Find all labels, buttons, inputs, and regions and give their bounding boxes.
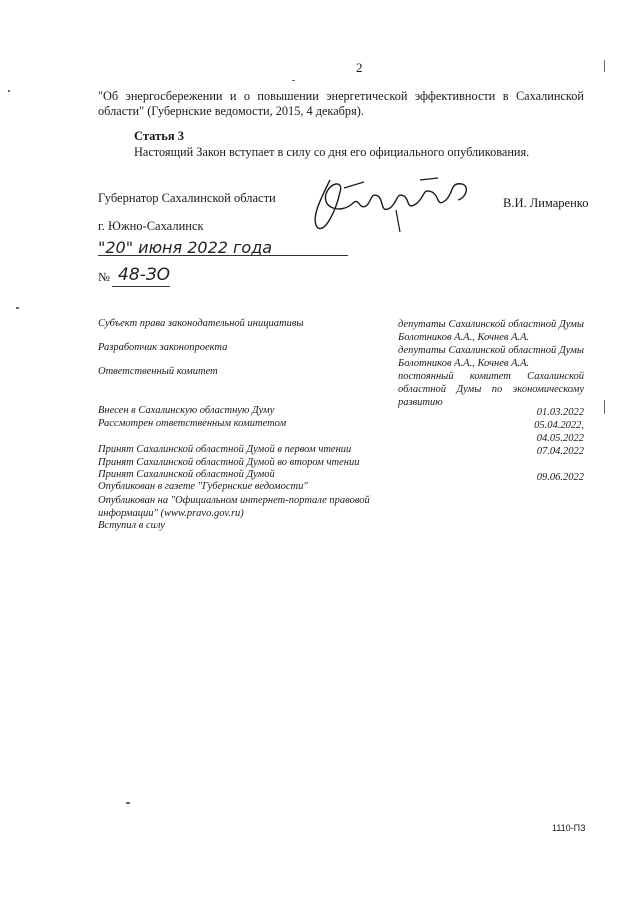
- article-text: Настоящий Закон вступает в силу со дня его официального опубликования.: [134, 145, 530, 159]
- document-code: 1110-ПЗ: [552, 823, 586, 833]
- scan-speck: [8, 90, 10, 92]
- scan-speck: [126, 802, 130, 804]
- handwritten-number: 48-ЗО: [118, 265, 171, 285]
- city: г. Южно-Сахалинск: [98, 219, 204, 233]
- published-newspaper-date: 09.06.2022: [536, 472, 584, 483]
- published-portal-label: Опубликован на "Официальном интернет-портале правовой информации" (www.pravo.gov.ru): [98, 495, 370, 519]
- developer-label: Разработчик законопроекта: [98, 342, 228, 353]
- signatory-position: Губернатор Сахалинской области: [98, 191, 276, 205]
- first-reading-label: Принят Сахалинской областной Думой в первом чтении: [98, 444, 352, 455]
- number-label: №: [98, 270, 110, 284]
- committee-review-label: Рассмотрен ответственным комитетом: [98, 418, 287, 429]
- scan-speck: [604, 60, 605, 72]
- intro-paragraph: "Об энергосбережении и о повышении энергетической эффективности в Сахалинской области" (Губернские ведомости, 2015, 4 декабря).: [98, 89, 584, 118]
- first-reading-date: 07.04.2022: [536, 446, 584, 457]
- committee-value: постоянный комитет Сахалинской областной Думы по экономическому развитию: [398, 371, 584, 408]
- developer-value: депутаты Сахалинской областной Думы Болотников А.А., Кочнев А.А.: [398, 345, 584, 369]
- signatory-name: В.И. Лимаренко: [503, 196, 589, 210]
- committee-label: Ответственный комитет: [98, 366, 218, 377]
- handwritten-date: "20" июня 2022 года: [98, 238, 273, 257]
- published-newspaper-label: Опубликован в газете "Губернские ведомости": [98, 481, 308, 492]
- committee-review-date: 05.04.2022,: [534, 420, 584, 431]
- committee-review-date-2: 04.05.2022: [536, 433, 584, 444]
- handwritten-signature: [300, 170, 480, 240]
- initiative-subject-label: Субъект права законодательной инициативы: [98, 318, 304, 329]
- entered-into-force-label: Вступил в силу: [98, 520, 165, 531]
- submitted-date: 01.03.2022: [536, 407, 584, 418]
- initiative-subject-value: депутаты Сахалинской областной Думы Болотников А.А., Кочнев А.А.: [398, 319, 584, 343]
- scan-speck: [604, 400, 605, 414]
- page-number: 2: [356, 60, 363, 75]
- adopted-label: Принят Сахалинской областной Думой: [98, 469, 275, 480]
- scan-speck: [292, 80, 295, 81]
- article-heading: Статья 3: [134, 129, 184, 143]
- number-underline: [112, 286, 170, 287]
- submitted-label: Внесен в Сахалинскую областную Думу: [98, 405, 275, 416]
- scan-speck: [16, 307, 19, 309]
- second-reading-label: Принят Сахалинской областной Думой во втором чтении: [98, 457, 360, 468]
- date-underline: [98, 255, 348, 256]
